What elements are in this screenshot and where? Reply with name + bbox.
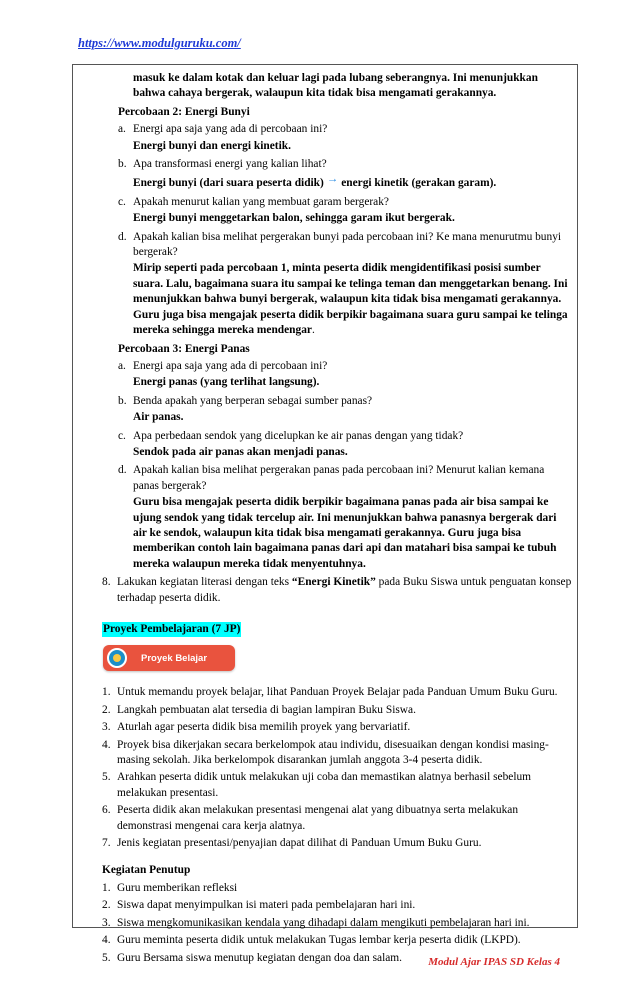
p3-answer-c: Sendok pada air panas akan menjadi panas.	[133, 445, 348, 458]
proyek-heading: Proyek Pembelajaran (7 JP)	[102, 622, 241, 637]
list-item: 7. Jenis kegiatan presentasi/penyajian dapat dilihat di Panduan Umum Buku Guru.	[102, 837, 482, 850]
percobaan-3-title: Percobaan 3: Energi Panas	[118, 342, 250, 355]
list-item: 3. Siswa mengkomunikasikan kendala yang dihadapi dalam mengikuti pembelajaran hari ini.	[102, 916, 530, 929]
footer-title: Modul Ajar IPAS SD Kelas 4	[428, 956, 560, 968]
p2-answer-d: Mirip seperti pada percobaan 1, minta peserta didik mengidentifikasi posisi sumber suara. Lalu, bagaimana suara itu sampai ke telinga teman dan menggetarkan benang. Ini menunjukkan bahwa bunyi bergerak, walaupun kita tidak bisa mengamati gerakannya. Guru juga bisa mengajak peserta didik berpikir bagaimana suara guru sampai ke telinga mereka sehingga mereka mendengar.	[133, 262, 568, 337]
p2-question-d: d. Apakah kalian bisa melihat pergerakan bunyi pada percobaan ini? Ke mana menurutmu bunyi bergerak?	[118, 230, 562, 259]
p2-answer-c: Energi bunyi menggetarkan balon, sehingga garam ikut bergerak.	[133, 212, 455, 225]
list-item: 3. Aturlah agar peserta didik bisa memilih proyek yang bervariatif.	[102, 721, 411, 734]
list-item: 1. Guru memberikan refleksi	[102, 881, 238, 894]
penutup-heading: Kegiatan Penutup	[102, 864, 191, 877]
p2-question-b: b. Apa transformasi energi yang kalian lihat?	[118, 158, 327, 171]
list-item: 2. Langkah pembuatan alat tersedia di bagian lampiran Buku Siswa.	[102, 703, 416, 716]
p3-answer-a: Energi panas (yang terlihat langsung).	[133, 376, 320, 389]
proyek-list	[102, 685, 572, 851]
list-item: 1. Untuk memandu proyek belajar, lihat Panduan Proyek Belajar pada Panduan Umum Buku Guru.	[102, 686, 558, 699]
list-item: 5. Guru Bersama siswa menutup kegiatan dengan doa dan salam.	[102, 951, 402, 964]
p2-answer-a: Energi bunyi dan energi kinetik.	[133, 139, 291, 152]
proyek-belajar-badge	[103, 645, 235, 671]
penutup-list	[102, 881, 572, 966]
list-item: 4. Guru meminta peserta didik untuk melakukan Tugas lembar kerja peserta didik (LKPD).	[102, 934, 521, 947]
percobaan-2-title: Percobaan 2: Energi Bunyi	[118, 105, 250, 118]
p3-answer-b: Air panas.	[133, 411, 184, 424]
continued-answer: masuk ke dalam kotak dan keluar lagi pada lubang seberangnya. Ini menunjukkan bahwa cahaya bergerak, walaupun kita tidak bisa mengamati gerakannya.	[133, 72, 538, 100]
header-url-link[interactable]: https://www.modulguruku.com/	[78, 36, 241, 50]
p3-answer-d: Guru bisa mengajak peserta didik berpikir bagaimana panas pada air bisa sampai ke ujung sendok yang tidak tercelup air. Ini menunjukkan bahwa panasnya bergerak dari air ke sendok, walaupun kita tidak bisa mengamati gerakannya. Guru juga bisa memberikan contoh lain bagaimana panas dari api dan matahari bisa sampai ke tubuh mereka walaupun mereka tidak menyentuhnya.	[133, 496, 557, 570]
list-item: 5. Arahkan peserta didik untuk melakukan uji coba dan memastikan alatnya berhasil sebelum melakukan presentasi.	[102, 771, 532, 799]
list-item: 4. Proyek bisa dikerjakan secara berkelompok atau individu, disesuaikan dengan kondisi masing-masing sekolah. Jika berkelompok disarankan jumlah anggota 3-4 peserta didik.	[102, 738, 549, 767]
globe-icon	[107, 648, 127, 668]
p3-question-d: d. Apakah kalian bisa melihat pergerakan panas pada percobaan ini? Menurut kalian kemana panas bergerak?	[118, 464, 545, 492]
p2-answer-b: Energi bunyi (dari suara peserta didik) → energi kinetik (gerakan garam).	[133, 173, 497, 190]
p3-question-a: a. Energi apa saja yang ada di percobaan ini?	[118, 359, 328, 372]
p3-question-b: b. Benda apakah yang berperan sebagai sumber panas?	[118, 394, 373, 407]
badge-label: Proyek Belajar	[141, 652, 208, 664]
list-item: 6. Peserta didik akan melakukan presentasi mengenai alat yang dibuatnya serta melakukan demonstrasi mengenai cara kerja alatnya.	[102, 804, 519, 832]
p2-question-a: a. Energi apa saja yang ada di percobaan ini?	[118, 123, 328, 136]
step-8: 8. Lakukan kegiatan literasi dengan teks “Energi Kinetik” pada Buku Siswa untuk penguatan konsep terhadap peserta didik.	[102, 576, 572, 604]
list-item: 2. Siswa dapat menyimpulkan isi materi pada pembelajaran hari ini.	[102, 899, 416, 912]
p2-question-c: c. Apakah menurut kalian yang membuat garam bergerak?	[118, 195, 389, 208]
p3-question-c: c. Apa perbedaan sendok yang dicelupkan ke air panas dengan yang tidak?	[118, 429, 464, 442]
page-content	[102, 71, 572, 968]
arrow-right-icon: →	[326, 173, 339, 186]
